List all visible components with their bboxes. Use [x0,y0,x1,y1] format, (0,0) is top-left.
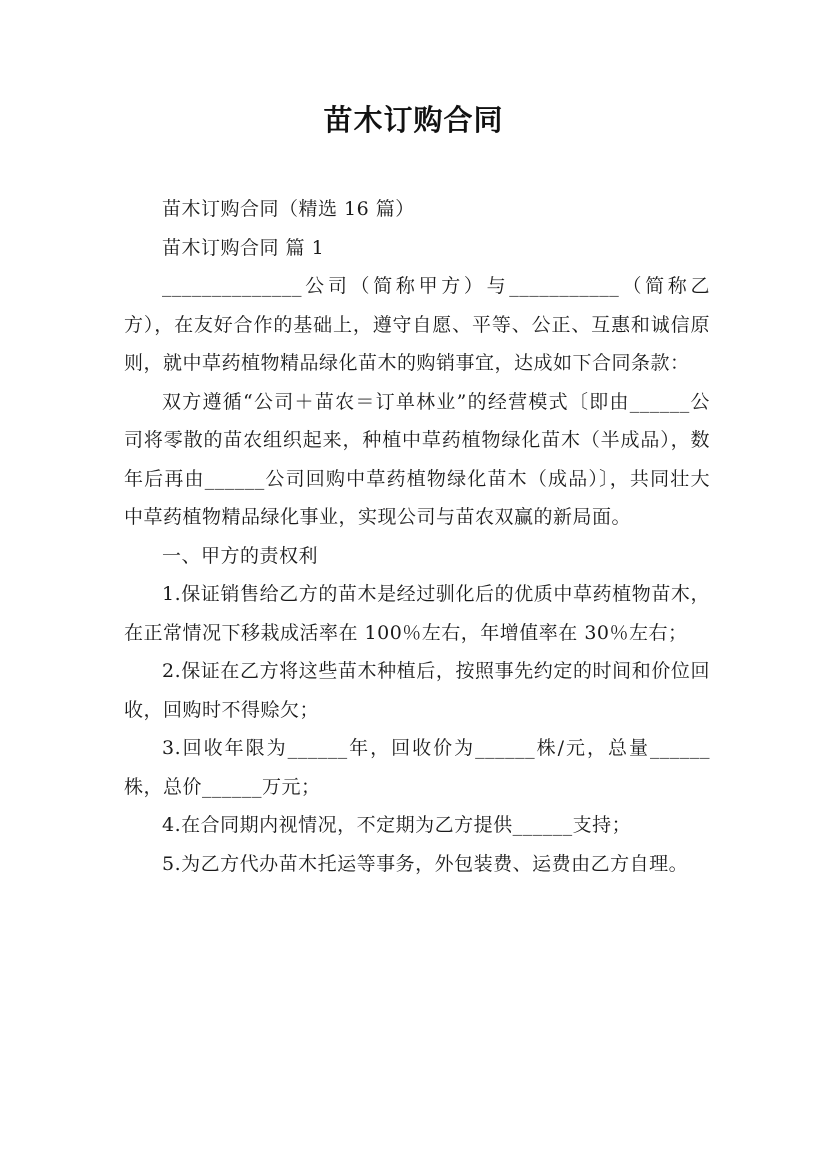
paragraph-clause-5: 5.为乙方代办苗木托运等事务，外包装费、运费由乙方自理。 [162,852,689,875]
document-body [124,190,710,883]
paragraph-section-heading: 苗木订购合同 篇 1 [162,236,325,259]
paragraph-clause-3: 3.回收年限为______年，回收价为______株/元，总量______株，总价______万元； [124,737,710,798]
paragraph-business-model: 双方遵循“公司＋苗农＝订单林业”的经营模式〔即由______公司将零散的苗农组织起来，种植中草药植物绿化苗木（半成品），数年后再由______公司回购中草药植物绿化苗木（成品）〕，共同壮大中草药植物精品绿化事业，实现公司与苗农双赢的新局面。 [124,390,710,528]
paragraph-parties: ______________公司（简称甲方）与___________（简称乙方），在友好合作的基础上，遵守自愿、平等、公正、互惠和诚信原则，就中草药植物精品绿化苗木的购销事宜，达成如下合同条款： [124,275,710,374]
paragraph-clause-2: 2.保证在乙方将这些苗木种植后，按照事先约定的时间和价位回收，回购时不得赊欠； [124,660,710,721]
paragraph-subtitle: 苗木订购合同（精选 16 篇） [162,198,415,220]
document-title: 苗木订购合同 [323,103,504,137]
paragraph-clause-4: 4.在合同期内视情况，不定期为乙方提供______支持； [162,814,632,836]
paragraph-party-a-heading: 一、甲方的责权利 [162,544,319,567]
paragraph-clause-1: 1.保证销售给乙方的苗木是经过驯化后的优质中草药植物苗木，在正常情况下移栽成活率在 100％左右，年增值率在 30％左右； [124,583,710,644]
